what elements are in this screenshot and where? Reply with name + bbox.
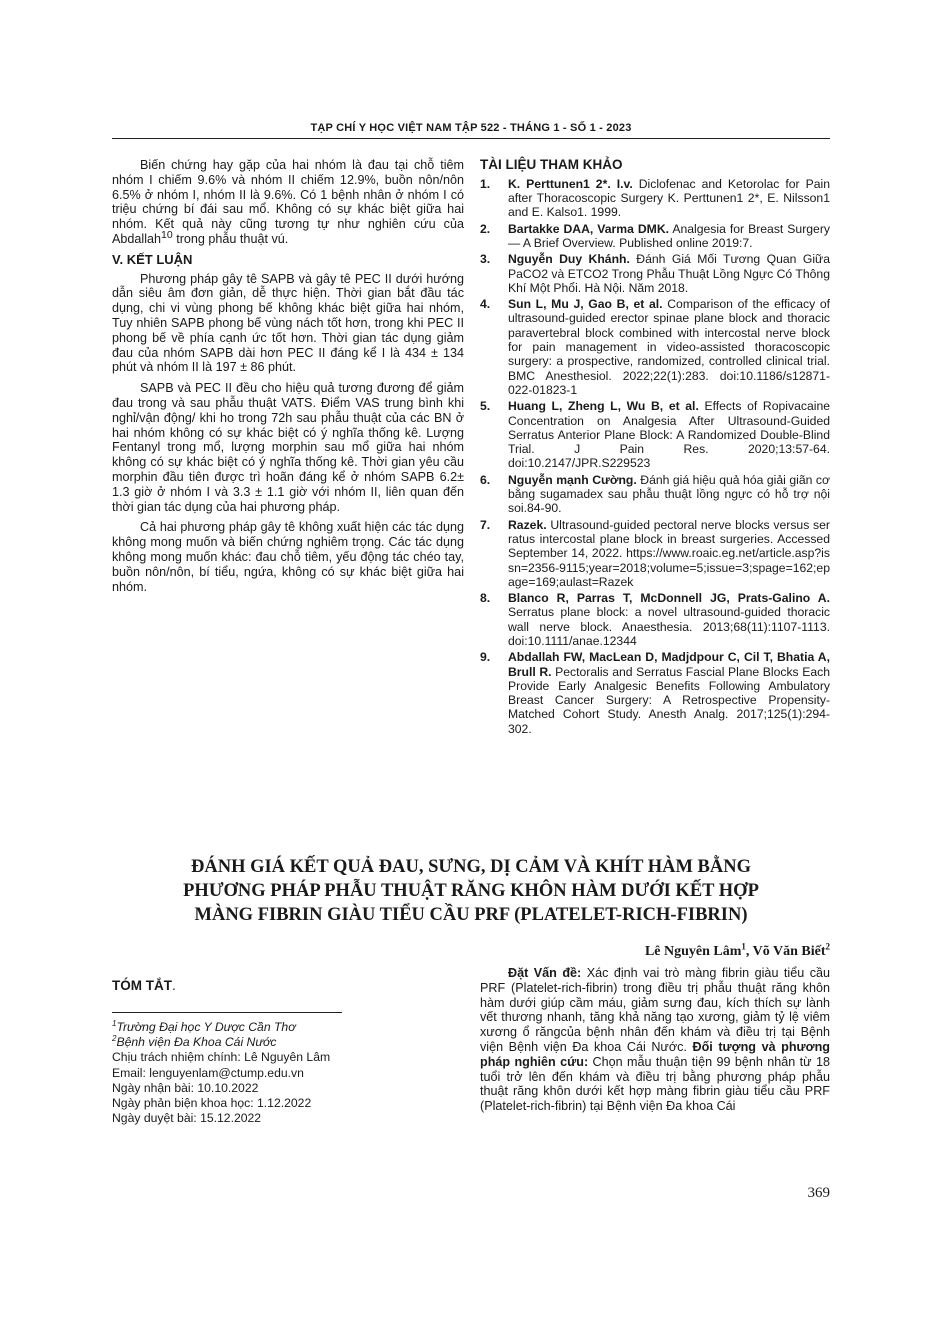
author-name: Võ Văn Biết (752, 944, 826, 959)
date-accepted: Ngày duyệt bài: 15.12.2022 (112, 1111, 262, 1126)
affiliation-footnotes (112, 1020, 462, 1126)
reference-item: 5. Huang L, Zheng L, Wu B, et al. Effects of Ropivacaine Concentration on Analgesia After Ultrasound-Guided Serratus Anterior Plane Block: A Randomized Double-Blind Trial. J Pain Res. 2020;13:57-64. doi:10.2147/JPR.S229523 (480, 399, 830, 471)
affiliation-1: $^1$Trường Đại học Y Dược Cần Thơ (112, 1018, 296, 1034)
section-heading-conclusion: V. KẾT LUẬN (112, 251, 193, 267)
reference-item: 2. Bartakke DAA, Varma DMK. Analgesia for Breast Surgery — A Brief Overview. Published online 2019:7. (480, 221, 830, 250)
header-rule (112, 138, 830, 139)
reference-item: 7. Razek. Ultrasound-guided pectoral nerve blocks versus serratus intercostal plane block in breast surgeries. Accessed September 14, 2022. https://www.roaic.eg.net/article.asp?issn=2356-9115;year=2018;volume=5;issue=3;spage=162;epage=169;aulast=Razek (480, 517, 830, 589)
reference-item: 4. Sun L, Mu J, Gao B, et al. Comparison of the efficacy of ultrasound-guided erector spinae plane block and thoracic paravertebral block combined with intercostal nerve block for pain management in video-assisted thoracoscopic surgery: a prospective, randomized, controlled clinical trial. BMC Anesthesiol. 2022;22(1):283. doi:10.1186/s12871-022-01823-1 (480, 297, 830, 397)
article-title (112, 855, 830, 927)
reference-item: 6. Nguyễn mạnh Cường. Đánh giá hiệu quả hóa giải giãn cơ bằng sugamadex sau phẫu thuật lồng ngực có hỗ trợ nội soi.84-90. (480, 472, 830, 516)
author-name: Lê Nguyên Lâm (644, 944, 742, 959)
citation-superscript: 10 (161, 228, 173, 241)
email: Email: lenguyenlam@ctump.edu.vn (112, 1065, 304, 1080)
paragraph-conclusion-3: Cả hai phương pháp gây tê không xuất hiện các tác dụng không mong muốn và biến chứng nghiêm trọng. Các tác dụng không mong muốn khác: đau chỗ tiêm, yếu động tác chéo tay, buồn nôn/nôn, bí tiểu, ngứa, không có sự khác biệt giữa hai nhóm. (112, 520, 464, 594)
reference-item: 3. Nguyễn Duy Khánh. Đánh Giá Mối Tương Quan Giữa PaCO2 và ETCO2 Trong Phẫu Thuật Lồng Ngực Có Thông Khí Một Phổi. Hà Nội. Năm 2018. (480, 252, 830, 295)
running-head: TẠP CHÍ Y HỌC VIỆT NAM TẬP 522 - THÁNG 1 - SỐ 1 - 2023 (310, 122, 632, 134)
references-column (480, 158, 830, 738)
title-line: MÀNG FIBRIN GIÀU TIỂU CẦU PRF (PLATELET-RICH-FIBRIN) (194, 905, 748, 925)
reference-item: 9. Abdallah FW, MacLean D, Madjdpour C, Cil T, Bhatia A, Brull R. Pectoralis and Serratus Fascial Plane Blocks Each Provide Early Analgesic Benefits Following Ambulatory Breast Cancer Surgery: A Retrospective Propensity-Matched Cohort Study. Anesth Analg. 2017;125(1):294-302. (480, 650, 830, 736)
summary-heading: TÓM TẮT. (112, 978, 176, 993)
footnote-rule (112, 1012, 342, 1013)
date-reviewed: Ngày phản biện khoa học: 1.12.2022 (112, 1096, 312, 1111)
reference-list (480, 177, 830, 736)
paragraph-conclusion-2: SAPB và PEC II đều cho hiệu quả tương đương để giảm đau trong và sau phẫu thuật VATS. Điểm VAS trung bình khi nghỉ/vận động/ khi ho trong 72h sau phẫu thuật của các BN ở hai nhóm không có sự khác biệt có ý nghĩa thống kê. Lượng Fentanyl trong mổ, lượng morphin sau mổ giữa hai nhóm không có sự khác biệt có ý nghĩa thống kê. Thời gian yêu cầu morphin đầu tiên được trì hoãn đáng kể ở nhóm SAPB 6.2± 1.3 giờ ở nhóm I và 3.3 ± 1.1 giờ với nhóm II, liên quan đến thời gian tác dụng của hai phương pháp. (112, 381, 464, 514)
references-heading: TÀI LIỆU THAM KHẢO (480, 157, 623, 172)
paragraph-conclusion-1: Phương pháp gây tê SAPB và gây tê PEC II dưới hướng dẫn siêu âm đơn giản, dễ thực hiện. Thời gian bắt đầu tác dụng, chi vi vùng phong bế không khác biệt giữa hai nhóm, Tuy nhiên SAPB phong bế vùng nách tốt hơn, trong khi PEC II phong bế về phía cạnh ức tốt hơn. Thời gian tác dụng giảm đau của nhóm SAPB dài hơn PEC II đáng kể I là 434 ± 134 phút và nhóm II là 197 ± 86 phút. (112, 271, 464, 375)
corresponding-author: Chịu trách nhiệm chính: Lê Nguyên Lâm (112, 1050, 331, 1065)
abstract-text: Đặt Vấn đề: Xác định vai trò màng fibrin giàu tiểu cầu PRF (Platelet-rich-fibrin) trong điều trị phẫu thuật răng khôn hàm dưới giúp cầm máu, giảm sưng đau, kích thích sự lành vết thương nhanh, tăng khả năng tạo xương, giảm tỷ lệ viêm xương ổ răngcủa bệnh nhân đến khám và điều trị tại Bệnh viện Bệnh viện Đa khoa Cái Nước. Đối tượng và phương pháp nghiên cứu: Chọn mẫu thuận tiện 99 bệnh nhân từ 18 tuổi trở lên đến khám và điều trị bằng phương pháp phẫu thuật răng khôn dưới kết hợp màng fibrin giàu tiểu cầu PRF (Platelet-rich-fibrin) tại Bệnh viện Đa khoa Cái (480, 966, 830, 1114)
left-column (112, 158, 464, 600)
reference-item: 8. Blanco R, Parras T, McDonnell JG, Prats-Galino A. Serratus plane block: a novel ultrasound-guided thoracic wall nerve block. Anaesthesia. 2013;68(11):1107-1113. doi:10.1111/anae.12344 (480, 591, 830, 648)
paragraph-complications: Biến chứng hay gặp của hai nhóm là đau tại chỗ tiêm nhóm I chiếm 9.6% và nhóm II chiếm 12.9%, buồn nôn/nôn 6.5% ở nhóm I, nhóm II là 9.6%. Có 1 bệnh nhân ở nhóm I có triệu chứng bí đái sau mổ. Không có sự khác biệt giữa hai nhóm. Kết quả này cũng tương tự như nghiên cứu của Abdallah$^{10}$ trong phẫu thuật vú. (112, 158, 464, 246)
title-line: ĐÁNH GIÁ KẾT QUẢ ĐAU, SƯNG, DỊ CẢM VÀ KHÍT HÀM BẰNG (190, 857, 751, 877)
title-line: PHƯƠNG PHÁP PHẪU THUẬT RĂNG KHÔN HÀM DƯỚI KẾT HỢP (183, 881, 759, 901)
affiliation-2: $^2$Bệnh viện Đa Khoa Cái Nước (112, 1034, 277, 1050)
date-received: Ngày nhận bài: 10.10.2022 (112, 1080, 259, 1095)
page-number: 369 (807, 1185, 830, 1201)
author-affiliation-marker: 1 (741, 941, 746, 952)
author-affiliation-marker: 2 (825, 941, 830, 952)
author-list: Lê Nguyên Lâm$^1$, Võ Văn Biết$^2$ (644, 941, 830, 959)
reference-item: 1. K. Perttunen1 2*. I.v. Diclofenac and Ketorolac for Pain after Thoracoscopic Surgery K. Perttunen1 2*, E. Nilsson1 and E. Kalso1. 1999. (480, 176, 830, 220)
